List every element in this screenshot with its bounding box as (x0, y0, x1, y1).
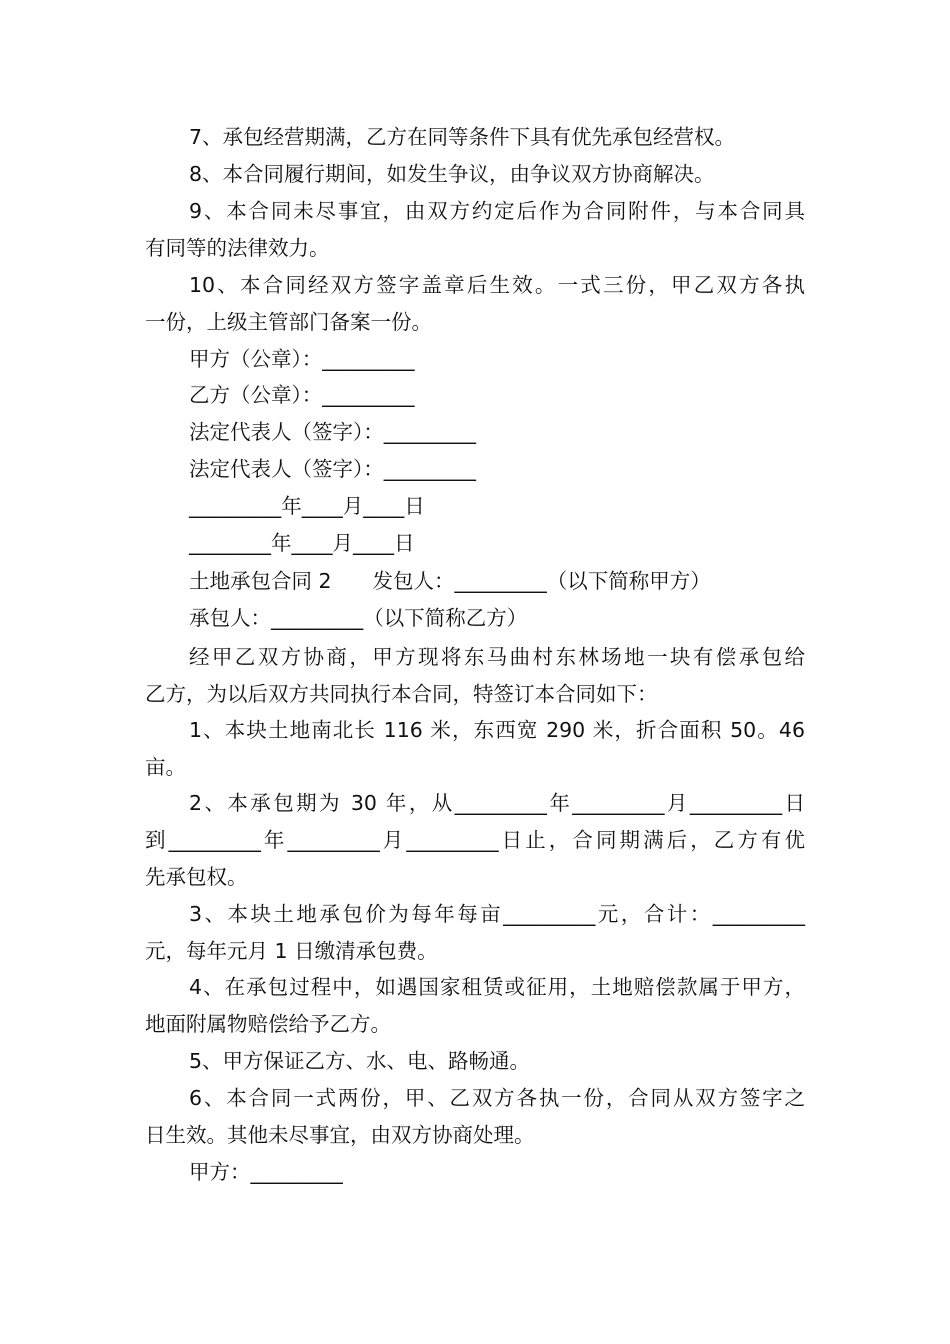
legal-rep-signature-line-2: 法定代表人（签字）：_________ (189, 457, 476, 481)
clause-2-line-1: 2、本承包期为 30 年，从_________年_________月_________日 (189, 791, 805, 815)
clause-10-line-2: 一份，上级主管部门备案一份。 (145, 310, 432, 334)
legal-rep-signature-line-1: 法定代表人（签字）：_________ (189, 420, 476, 444)
date-line-2: ________年____月____日 (189, 531, 415, 555)
clause-4-line-2: 地面附属物赔偿给予乙方。 (145, 1012, 391, 1036)
clause-1-line-2: 亩。 (145, 755, 186, 779)
clause-6-line-1: 6、本合同一式两份，甲、乙双方各执一份，合同从双方签字之 (189, 1086, 805, 1110)
clause-5: 5、甲方保证乙方、水、电、路畅通。 (189, 1049, 531, 1073)
preamble-line-2: 乙方，为以后双方共同执行本合同，特签订本合同如下： (145, 682, 658, 706)
clause-1-line-1: 1、本块土地南北长 116 米，东西宽 290 米，折合面积 50。46 (189, 718, 805, 742)
contract-2-title-employer: 土地承包合同 2 发包人：_________（以下简称甲方） (189, 569, 711, 593)
preamble-line-1: 经甲乙双方协商，甲方现将东马曲村东林场地一块有偿承包给 (189, 645, 805, 669)
party-b-seal-line: 乙方（公章）：_________ (189, 383, 415, 407)
clause-3-line-2: 元，每年元月 1 日缴清承包费。 (145, 939, 438, 963)
party-a-signature-line: 甲方：_________ (189, 1160, 343, 1184)
clause-9-line-1: 9、本合同未尽事宜，由双方约定后作为合同附件，与本合同具 (189, 199, 805, 223)
party-a-seal-line: 甲方（公章）：_________ (189, 347, 415, 371)
clause-3-line-1: 3、本块土地承包价为每年每亩_________元，合计：_________ (189, 902, 805, 926)
clause-9-line-2: 有同等的法律效力。 (145, 236, 330, 260)
date-line-1: _________年____月____日 (189, 494, 425, 518)
clause-6-line-2: 日生效。其他未尽事宜，由双方协商处理。 (145, 1123, 535, 1147)
clause-7: 7、承包经营期满，乙方在同等条件下具有优先承包经营权。 (189, 125, 736, 149)
clause-2-line-2: 到_________年_________月_________日止，合同期满后，乙方有优 (145, 828, 805, 852)
clause-4-line-1: 4、在承包过程中，如遇国家租赁或征用，土地赔偿款属于甲方， (189, 975, 805, 999)
clause-2-line-3: 先承包权。 (145, 865, 248, 889)
contractor-line: 承包人：_________（以下简称乙方） (189, 606, 528, 630)
clause-8: 8、本合同履行期间，如发生争议，由争议双方协商解决。 (189, 162, 715, 186)
clause-10-line-1: 10、本合同经双方签字盖章后生效。一式三份，甲乙双方各执 (189, 273, 805, 297)
